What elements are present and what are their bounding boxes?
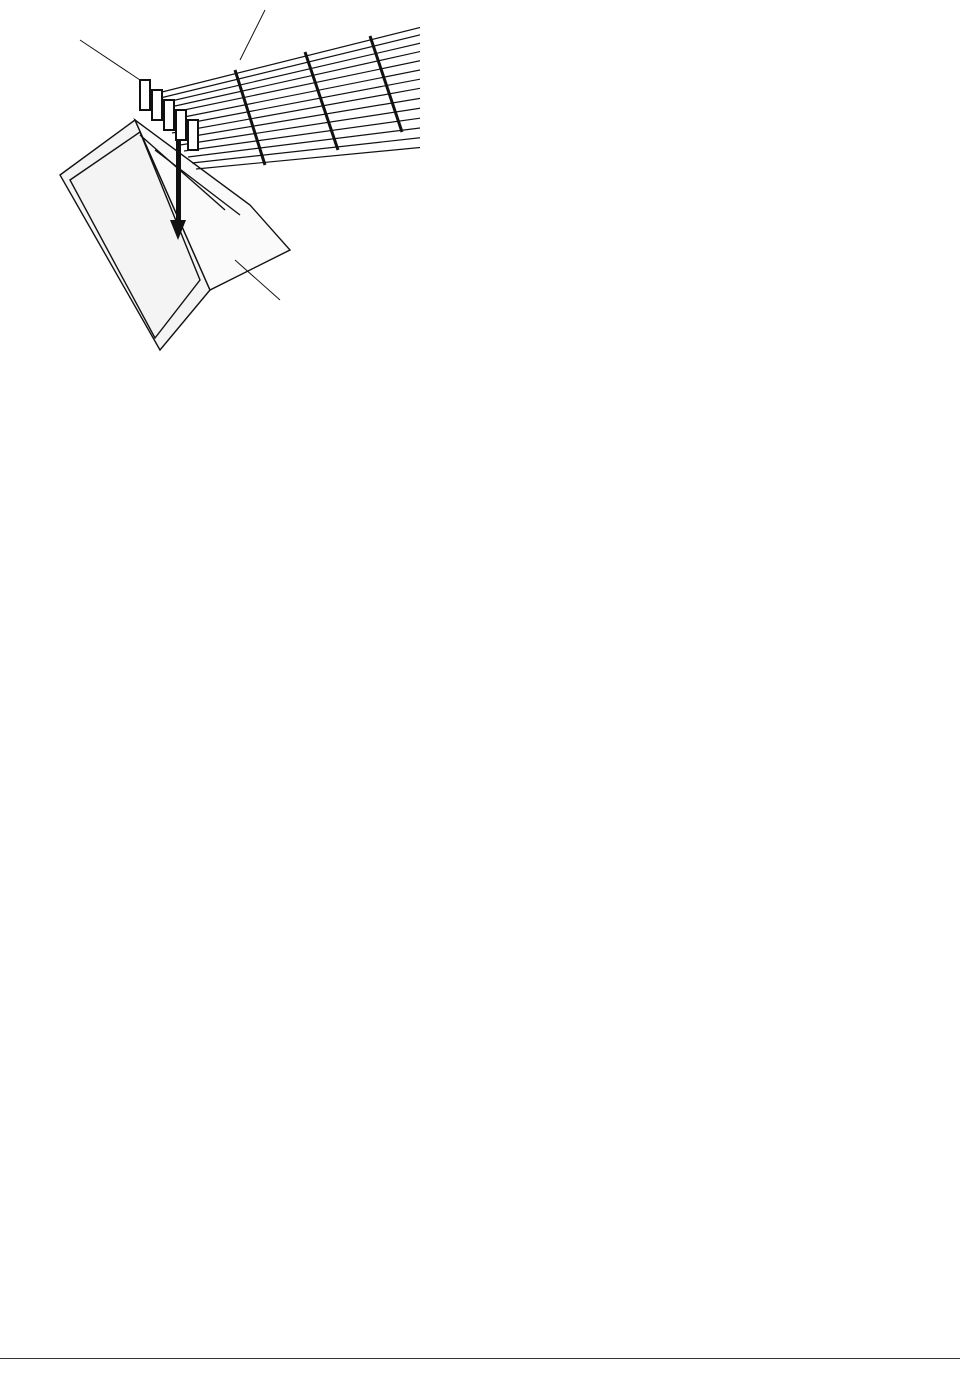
geogrid-cross-bars xyxy=(235,36,402,165)
callout-line-geogrid xyxy=(240,10,265,60)
callout-line-connector xyxy=(80,40,140,80)
page-footer xyxy=(0,1358,960,1386)
figure-drawing xyxy=(40,0,420,360)
figure-geogrid-connection xyxy=(40,0,420,360)
